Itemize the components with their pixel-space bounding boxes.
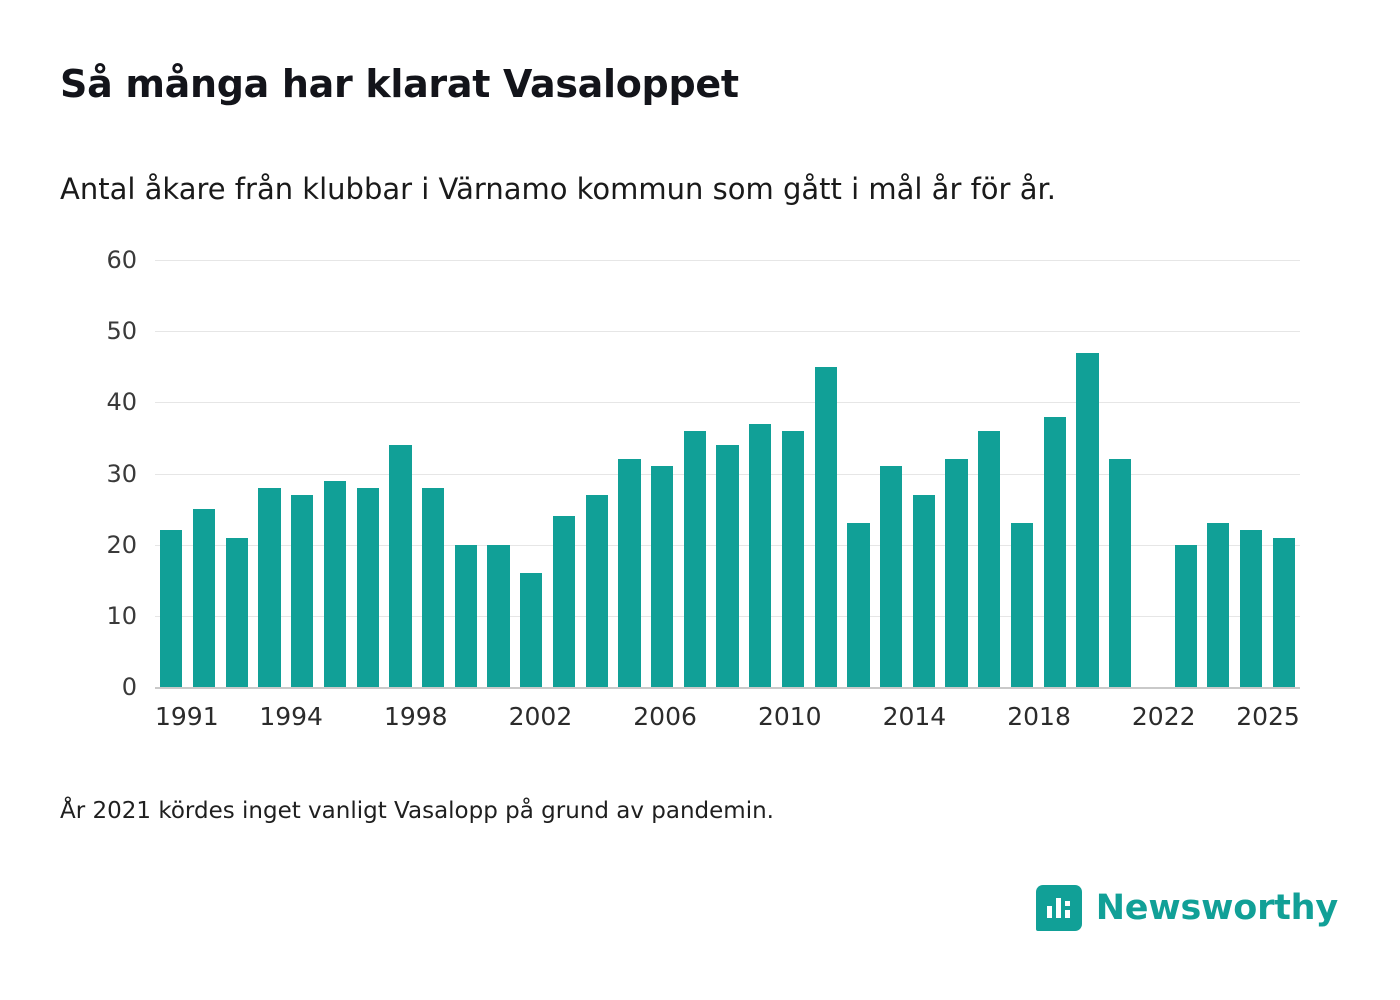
bar-slot bbox=[646, 260, 679, 687]
bar bbox=[586, 495, 608, 687]
x-axis-tick-label bbox=[697, 702, 717, 731]
bar-chart-icon bbox=[1036, 885, 1082, 931]
bar bbox=[553, 516, 575, 687]
bar bbox=[880, 466, 902, 687]
x-axis-tick-label bbox=[323, 702, 343, 731]
bar-slot bbox=[1071, 260, 1104, 687]
bar bbox=[978, 431, 1000, 687]
bar-slot bbox=[548, 260, 581, 687]
bar-slot bbox=[908, 260, 941, 687]
x-axis-tick-label bbox=[219, 702, 239, 731]
x-axis-tick-label bbox=[987, 702, 1007, 731]
bar-slot bbox=[580, 260, 613, 687]
bar bbox=[945, 459, 967, 687]
bar bbox=[193, 509, 215, 687]
bar-slot bbox=[1137, 260, 1170, 687]
x-axis-tick-label: 2025 bbox=[1236, 702, 1300, 731]
bar-slot bbox=[1202, 260, 1235, 687]
bar-slot bbox=[253, 260, 286, 687]
bar bbox=[258, 488, 280, 687]
x-axis-tick-label: 2006 bbox=[633, 702, 697, 731]
bar bbox=[1175, 545, 1197, 687]
x-axis-tick-label bbox=[239, 702, 259, 731]
y-axis-tick-label: 20 bbox=[106, 530, 137, 559]
brand-name: Newsworthy bbox=[1095, 888, 1338, 928]
y-axis-tick-label: 10 bbox=[106, 601, 137, 630]
bar-slot bbox=[351, 260, 384, 687]
x-axis-tick-label: 1994 bbox=[259, 702, 323, 731]
y-axis-tick-label: 0 bbox=[121, 673, 137, 701]
x-axis-tick-label bbox=[1112, 702, 1132, 731]
y-axis-tick-label: 60 bbox=[106, 246, 137, 274]
y-axis-tick-label: 30 bbox=[106, 459, 137, 488]
x-axis-labels bbox=[155, 702, 1300, 731]
x-axis-tick-label bbox=[1216, 702, 1236, 731]
bar-slot bbox=[220, 260, 253, 687]
bar bbox=[1011, 523, 1033, 687]
plot-region bbox=[106, 246, 1300, 701]
bar bbox=[226, 538, 248, 687]
bar-slot bbox=[679, 260, 712, 687]
x-axis-tick-label bbox=[468, 702, 488, 731]
bar-slot bbox=[482, 260, 515, 687]
bar-slot bbox=[711, 260, 744, 687]
x-axis-tick-label: 2002 bbox=[508, 702, 573, 731]
bar bbox=[1273, 538, 1295, 687]
bar-slot bbox=[1267, 260, 1300, 687]
bar bbox=[1240, 530, 1262, 687]
y-axis-tick-label: 50 bbox=[106, 317, 137, 346]
bars-container bbox=[155, 260, 1300, 687]
x-axis-tick-label: 1991 bbox=[155, 702, 219, 731]
x-axis-tick-label: 2014 bbox=[882, 702, 947, 731]
x-axis-tick-label bbox=[822, 702, 842, 731]
bar bbox=[684, 431, 706, 687]
bar bbox=[160, 530, 182, 687]
bar-slot bbox=[515, 260, 548, 687]
bar bbox=[716, 445, 738, 687]
bar bbox=[455, 545, 477, 687]
bar bbox=[324, 481, 346, 687]
bar bbox=[749, 424, 771, 687]
page-subtitle: Antal åkare från klubbar i Värnamo kommun som gått i mål år för år. bbox=[60, 172, 1056, 206]
x-axis-tick-label bbox=[364, 702, 384, 731]
bar bbox=[782, 431, 804, 687]
bar bbox=[1076, 353, 1098, 687]
bar-slot bbox=[613, 260, 646, 687]
bar-slot bbox=[286, 260, 319, 687]
bar-slot bbox=[809, 260, 842, 687]
bar-slot bbox=[777, 260, 810, 687]
bar-slot bbox=[875, 260, 908, 687]
bar bbox=[1207, 523, 1229, 687]
x-axis-tick-label: 1998 bbox=[383, 702, 448, 731]
bar-slot bbox=[155, 260, 188, 687]
bar bbox=[618, 459, 640, 687]
bar-slot bbox=[940, 260, 973, 687]
bar-slot bbox=[1235, 260, 1268, 687]
bar bbox=[1044, 417, 1066, 687]
bar bbox=[1109, 459, 1131, 687]
bar bbox=[815, 367, 837, 687]
bar-slot bbox=[449, 260, 482, 687]
x-axis-tick-label: 2010 bbox=[757, 702, 822, 731]
bar bbox=[389, 445, 411, 687]
bar bbox=[422, 488, 444, 687]
bar bbox=[913, 495, 935, 687]
bar-slot bbox=[1104, 260, 1137, 687]
bar bbox=[847, 523, 869, 687]
x-axis-tick-label bbox=[448, 702, 468, 731]
x-axis-tick-label bbox=[946, 702, 966, 731]
bar-slot bbox=[973, 260, 1006, 687]
bar bbox=[520, 573, 542, 687]
bar bbox=[487, 545, 509, 687]
x-axis-tick-label bbox=[593, 702, 613, 731]
bar-slot bbox=[842, 260, 875, 687]
x-axis-tick-label bbox=[862, 702, 882, 731]
chart-note: År 2021 kördes inget vanligt Vasalopp på grund av pandemin. bbox=[60, 798, 774, 824]
bar-chart bbox=[60, 240, 1310, 731]
x-axis-tick-label bbox=[488, 702, 508, 731]
bar-slot bbox=[1169, 260, 1202, 687]
bar bbox=[291, 495, 313, 687]
bar-slot bbox=[417, 260, 450, 687]
bar bbox=[357, 488, 379, 687]
x-axis-tick-label bbox=[717, 702, 737, 731]
x-axis-tick-label: 2022 bbox=[1131, 702, 1196, 731]
bar-slot bbox=[188, 260, 221, 687]
x-axis-tick-label bbox=[1091, 702, 1111, 731]
x-axis-tick-label bbox=[1196, 702, 1216, 731]
x-axis-tick-label bbox=[613, 702, 633, 731]
x-axis-tick-label bbox=[1071, 702, 1091, 731]
bar-slot bbox=[319, 260, 352, 687]
x-axis-tick-label bbox=[842, 702, 862, 731]
x-axis-tick-label: 2018 bbox=[1007, 702, 1071, 731]
y-axis-tick-label: 40 bbox=[106, 388, 137, 417]
x-axis-tick-label bbox=[967, 702, 987, 731]
brand-logo bbox=[1036, 885, 1338, 931]
bar-slot bbox=[384, 260, 417, 687]
bar bbox=[651, 466, 673, 687]
x-axis-tick-label bbox=[343, 702, 363, 731]
bar-slot bbox=[744, 260, 777, 687]
bar-slot bbox=[1006, 260, 1039, 687]
x-axis-tick-label bbox=[572, 702, 592, 731]
bar-slot bbox=[1038, 260, 1071, 687]
x-axis-tick-label bbox=[738, 702, 758, 731]
x-axis-line bbox=[121, 673, 1300, 701]
page-title: Så många har klarat Vasaloppet bbox=[60, 62, 739, 106]
